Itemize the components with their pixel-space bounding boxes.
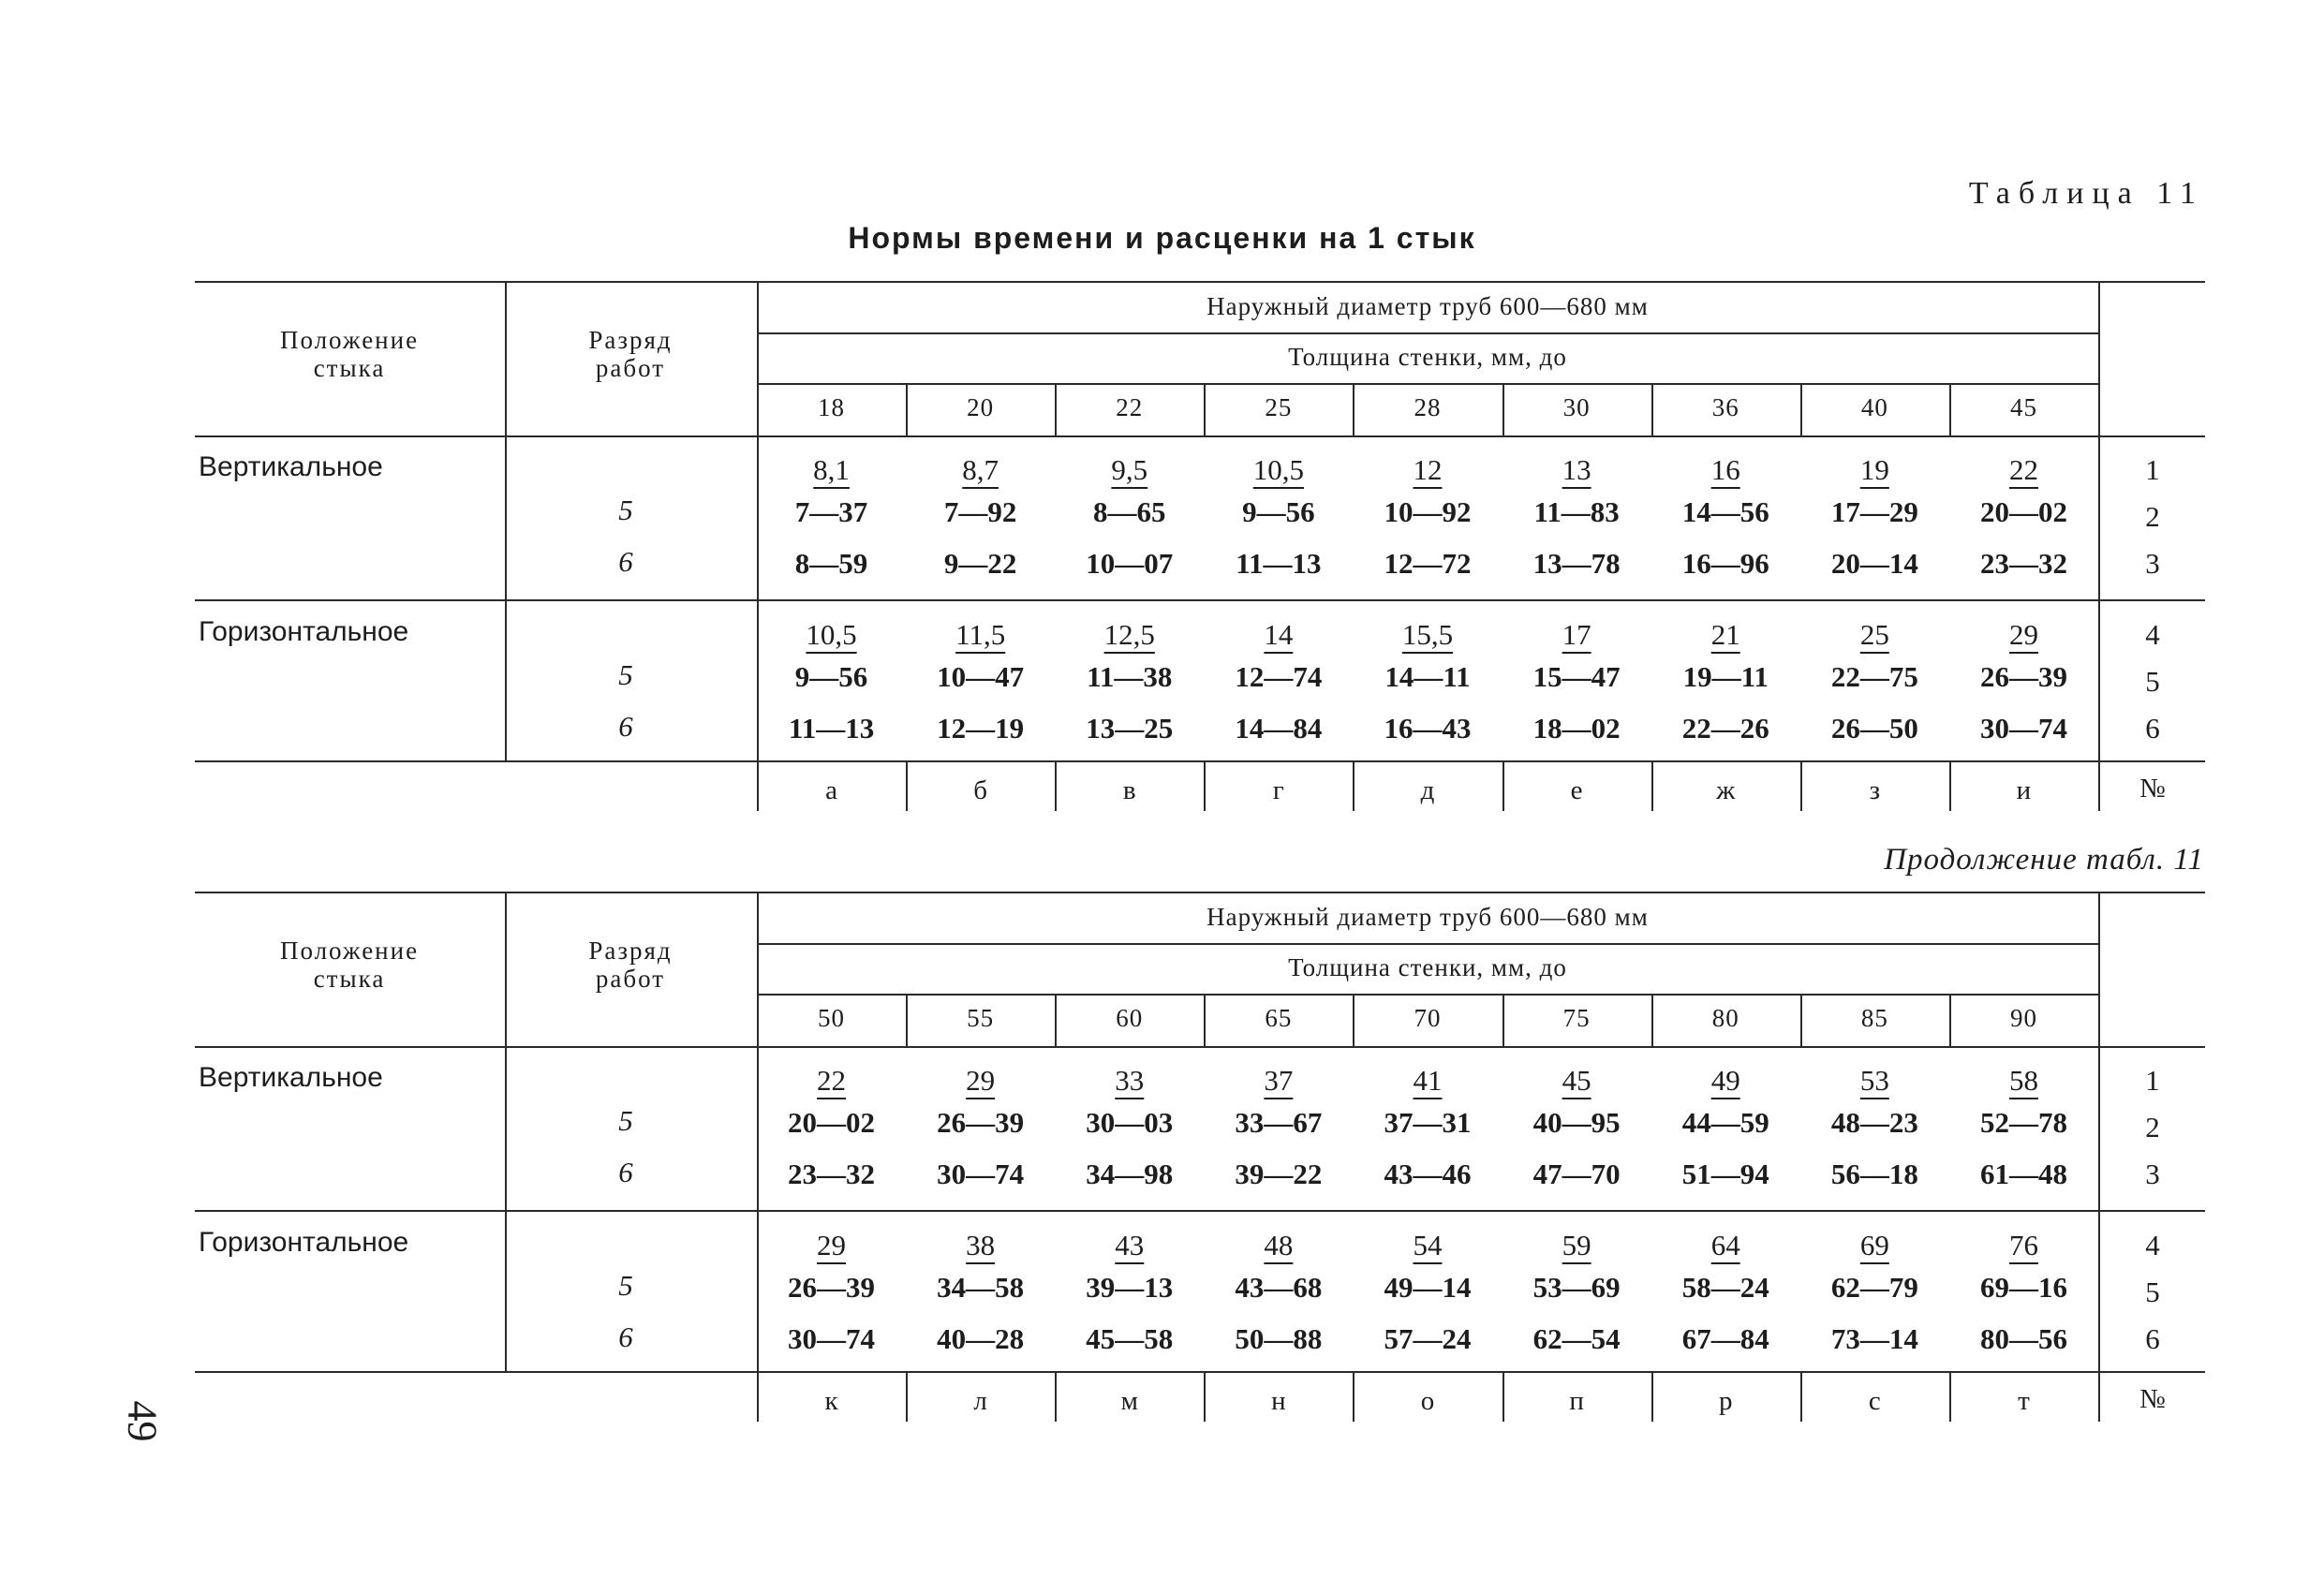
rate-grade-5: 26—39	[1979, 660, 2067, 693]
thickness-column-rule	[1204, 383, 1206, 435]
data-left-rule	[757, 281, 759, 811]
column-letter: т	[2018, 1386, 2030, 1416]
letter-column-rule	[1353, 1371, 1354, 1422]
rate-grade-6: 30—74	[788, 1322, 876, 1355]
rate-grade-5: 10—47	[937, 660, 1025, 693]
column-letter: о	[1420, 1386, 1435, 1416]
thickness-column-rule	[1204, 994, 1206, 1046]
row-number: 4	[2145, 1229, 2160, 1261]
time-norm-value: 8,1	[813, 453, 850, 486]
column-letter: и	[2016, 775, 2032, 805]
rate-grade-6: 13—78	[1532, 547, 1621, 580]
thickness-value: 22	[1116, 393, 1144, 421]
time-norm-value: 17	[1562, 618, 1591, 651]
position-header: Положение	[279, 326, 420, 354]
thickness-value: 40	[1860, 393, 1888, 421]
rate-grade-5: 15—47	[1532, 660, 1621, 693]
rate-grade-6: 50—88	[1235, 1322, 1323, 1355]
thickness-column-rule	[906, 383, 908, 435]
thickness-column-rule	[1651, 994, 1653, 1046]
diameter-header-rule	[757, 332, 2098, 334]
grade-header: работ	[595, 965, 666, 993]
rate-grade-6: 56—18	[1830, 1158, 1918, 1190]
rate-grade-5: 52—78	[1979, 1106, 2067, 1139]
time-norm-value: 21	[1710, 618, 1740, 651]
thickness-column-rule	[1055, 994, 1057, 1046]
rate-grade-6: 62—54	[1532, 1322, 1621, 1355]
rate-grade-5: 20—02	[788, 1106, 876, 1139]
thickness-value: 20	[967, 393, 995, 421]
rate-grade-5: 14—56	[1681, 495, 1769, 528]
letter-column-rule	[1800, 1371, 1802, 1422]
rate-grade-6: 30—74	[1979, 712, 2067, 745]
rate-grade-6: 18—02	[1532, 712, 1621, 745]
rate-grade-6: 11—13	[788, 712, 875, 745]
group-separator-rule	[195, 599, 2205, 601]
column-letter: ж	[1716, 775, 1736, 805]
time-norm-value: 53	[1859, 1064, 1889, 1097]
rate-grade-6: 57—24	[1384, 1322, 1472, 1355]
table-bottom-rule	[195, 1371, 2205, 1373]
rate-grade-5: 20—02	[1979, 495, 2067, 528]
grade-label: 6	[618, 1320, 633, 1353]
continuation-label: Продолжение табл. 11	[1884, 843, 2204, 877]
rate-grade-5: 9—56	[794, 660, 868, 693]
rate-grade-6: 16—96	[1681, 547, 1769, 580]
position-header: Положение	[279, 937, 420, 965]
number-sign: №	[2139, 774, 2166, 804]
rate-grade-5: 30—03	[1086, 1106, 1174, 1139]
grade-header: Разряд	[588, 326, 673, 354]
rate-grade-5: 19—11	[1682, 660, 1769, 693]
thickness-value: 90	[2009, 1004, 2037, 1032]
column-letter: б	[973, 775, 988, 805]
letter-column-rule	[1353, 760, 1354, 811]
rate-grade-6: 67—84	[1681, 1322, 1769, 1355]
rate-grade-5: 33—67	[1235, 1106, 1323, 1139]
rate-grade-5: 7—92	[943, 495, 1017, 528]
row-number: 4	[2145, 618, 2160, 651]
letter-column-rule	[1204, 1371, 1206, 1422]
row-number: 1	[2145, 453, 2160, 486]
row-number: 3	[2145, 1158, 2160, 1190]
time-norm-value: 10,5	[1252, 453, 1304, 486]
joint-position-label: Вертикальное	[199, 1062, 383, 1093]
column-letter: с	[1868, 1386, 1881, 1416]
diameter-header: Наружный диаметр труб 600—680 мм	[1206, 903, 1649, 931]
position-header: стыка	[313, 354, 386, 382]
time-norm-value: 11,5	[955, 618, 1006, 651]
data-right-rule	[2098, 281, 2100, 811]
diameter-header: Наружный диаметр труб 600—680 мм	[1206, 292, 1649, 320]
time-norm-value: 13	[1562, 453, 1591, 486]
grade-label: 6	[618, 545, 633, 578]
time-norm-value: 14	[1264, 618, 1294, 651]
rate-grade-5: 34—58	[937, 1271, 1025, 1304]
thickness-column-rule	[1353, 383, 1354, 435]
thickness-value: 75	[1562, 1004, 1591, 1032]
data-right-rule	[2098, 892, 2100, 1422]
time-norm-value: 45	[1562, 1064, 1591, 1097]
time-norm-value: 38	[966, 1229, 996, 1261]
time-norm-value: 12,5	[1103, 618, 1155, 651]
thickness-column-rule	[1353, 994, 1354, 1046]
thickness-value: 80	[1711, 1004, 1739, 1032]
header-bottom-rule	[195, 435, 2205, 437]
letter-column-rule	[1949, 760, 1951, 811]
letter-column-rule	[1651, 1371, 1653, 1422]
time-norm-value: 19	[1859, 453, 1889, 486]
rate-grade-6: 11—13	[1236, 547, 1322, 580]
time-norm-value: 43	[1115, 1229, 1145, 1261]
rate-grade-6: 45—58	[1086, 1322, 1174, 1355]
column-letter: д	[1420, 775, 1435, 805]
time-norm-value: 10,5	[806, 618, 857, 651]
thickness-value: 25	[1265, 393, 1293, 421]
rate-grade-5: 26—39	[788, 1271, 876, 1304]
thickness-column-rule	[1055, 383, 1057, 435]
time-norm-value: 29	[2008, 618, 2038, 651]
row-number: 5	[2145, 1276, 2160, 1308]
rate-grade-5: 69—16	[1979, 1271, 2067, 1304]
row-number: 1	[2145, 1064, 2160, 1097]
column-letter: г	[1272, 775, 1284, 805]
time-norm-value: 22	[817, 1064, 847, 1097]
rate-grade-6: 47—70	[1532, 1158, 1621, 1190]
rate-grade-6: 12—19	[937, 712, 1025, 745]
column-letter: з	[1869, 775, 1881, 805]
group-separator-rule	[195, 1210, 2205, 1212]
data-left-rule	[757, 892, 759, 1422]
letter-column-rule	[906, 1371, 908, 1422]
rate-grade-6: 39—22	[1235, 1158, 1323, 1190]
column-letter: н	[1271, 1386, 1286, 1416]
rate-grade-6: 80—56	[1979, 1322, 2067, 1355]
rate-grade-5: 22—75	[1830, 660, 1918, 693]
table-title: Нормы времени и расценки на 1 стык	[848, 221, 1476, 255]
row-number: 2	[2145, 500, 2160, 533]
thickness-header: Толщина стенки, мм, до	[1288, 343, 1567, 371]
letter-column-rule	[1502, 760, 1504, 811]
time-norm-value: 8,7	[962, 453, 999, 486]
thickness-value: 50	[818, 1004, 846, 1032]
column-letter: к	[824, 1386, 838, 1416]
rate-grade-6: 22—26	[1681, 712, 1769, 745]
joint-position-label: Горизонтальное	[199, 1227, 409, 1258]
time-norm-value: 58	[2008, 1064, 2038, 1097]
rate-grade-5: 37—31	[1384, 1106, 1472, 1139]
rate-grade-6: 8—59	[794, 547, 868, 580]
time-norm-value: 49	[1710, 1064, 1740, 1097]
time-norm-value: 64	[1710, 1229, 1740, 1261]
thickness-column-rule	[1800, 994, 1802, 1046]
rate-grade-5: 8—65	[1093, 495, 1166, 528]
row-number: 6	[2145, 712, 2160, 745]
column-letter: п	[1569, 1386, 1584, 1416]
rate-grade-5: 17—29	[1830, 495, 1918, 528]
time-norm-value: 76	[2008, 1229, 2038, 1261]
rate-grade-6: 23—32	[788, 1158, 876, 1190]
thickness-value: 36	[1711, 393, 1739, 421]
rate-grade-5: 49—14	[1384, 1271, 1472, 1304]
letter-column-rule	[1055, 1371, 1057, 1422]
letter-column-rule	[1502, 1371, 1504, 1422]
rate-grade-6: 61—48	[1979, 1158, 2067, 1190]
column-letter: а	[825, 775, 837, 805]
rate-grade-5: 39—13	[1086, 1271, 1174, 1304]
time-norm-value: 33	[1115, 1064, 1145, 1097]
thickness-value: 60	[1116, 1004, 1144, 1032]
column-letter: л	[973, 1386, 987, 1416]
thickness-header: Толщина стенки, мм, до	[1288, 953, 1567, 981]
time-norm-value: 37	[1264, 1064, 1294, 1097]
thickness-value: 18	[818, 393, 846, 421]
rate-grade-6: 73—14	[1830, 1322, 1918, 1355]
grade-label: 5	[618, 658, 633, 691]
thickness-column-rule	[1949, 383, 1951, 435]
position-column-rule	[505, 281, 507, 760]
joint-position-label: Горизонтальное	[199, 616, 409, 647]
rate-grade-5: 10—92	[1384, 495, 1472, 528]
rate-grade-6: 12—72	[1384, 547, 1472, 580]
time-norm-value: 59	[1562, 1229, 1591, 1261]
rate-grade-5: 12—74	[1235, 660, 1323, 693]
letter-column-rule	[1949, 1371, 1951, 1422]
diameter-header-rule	[757, 943, 2098, 945]
rate-grade-6: 40—28	[937, 1322, 1025, 1355]
letter-column-rule	[1055, 760, 1057, 811]
rate-grade-6: 20—14	[1830, 547, 1918, 580]
thickness-value: 45	[2009, 393, 2037, 421]
thickness-column-rule	[1502, 383, 1504, 435]
thickness-value: 65	[1265, 1004, 1293, 1032]
rate-grade-6: 14—84	[1235, 712, 1323, 745]
rate-grade-6: 26—50	[1830, 712, 1918, 745]
time-norm-value: 69	[1859, 1229, 1889, 1261]
row-number: 5	[2145, 665, 2160, 698]
rate-grade-5: 14—11	[1384, 660, 1471, 693]
grade-label: 6	[618, 710, 633, 743]
table-top-rule	[195, 892, 2205, 893]
rate-grade-5: 58—24	[1681, 1271, 1769, 1304]
time-norm-value: 41	[1413, 1064, 1443, 1097]
norms-table-part-2	[195, 892, 2205, 1425]
grade-header: Разряд	[588, 937, 673, 965]
grade-label: 6	[618, 1156, 633, 1188]
thickness-column-rule	[1651, 383, 1653, 435]
column-letter: р	[1718, 1386, 1733, 1416]
rate-grade-6: 10—07	[1086, 547, 1174, 580]
rate-grade-6: 34—98	[1086, 1158, 1174, 1190]
time-norm-value: 16	[1710, 453, 1740, 486]
position-column-rule	[505, 892, 507, 1371]
position-header: стыка	[313, 965, 386, 993]
thickness-value: 30	[1562, 393, 1591, 421]
rate-grade-6: 9—22	[943, 547, 1017, 580]
rate-grade-5: 43—68	[1235, 1271, 1323, 1304]
table-bottom-rule	[195, 760, 2205, 762]
rate-grade-5: 7—37	[794, 495, 868, 528]
thickness-value: 70	[1414, 1004, 1442, 1032]
rate-grade-5: 62—79	[1830, 1271, 1918, 1304]
grade-label: 5	[618, 1104, 633, 1137]
rate-grade-5: 53—69	[1532, 1271, 1621, 1304]
number-sign: №	[2139, 1384, 2166, 1414]
thickness-value: 55	[967, 1004, 995, 1032]
joint-position-label: Вертикальное	[199, 451, 383, 482]
time-norm-value: 9,5	[1111, 453, 1148, 486]
time-norm-value: 29	[817, 1229, 847, 1261]
thickness-value: 28	[1414, 393, 1442, 421]
rate-grade-5: 40—95	[1532, 1106, 1621, 1139]
table-number-label: Таблица 11	[1968, 176, 2204, 211]
time-norm-value: 12	[1413, 453, 1443, 486]
rate-grade-6: 43—46	[1384, 1158, 1472, 1190]
grade-label: 5	[618, 494, 633, 526]
time-norm-value: 48	[1264, 1229, 1294, 1261]
column-letter: в	[1122, 775, 1136, 805]
row-number: 2	[2145, 1111, 2160, 1143]
header-bottom-rule	[195, 1046, 2205, 1048]
grade-label: 5	[618, 1269, 633, 1302]
rate-grade-6: 51—94	[1681, 1158, 1769, 1190]
letter-column-rule	[906, 760, 908, 811]
time-norm-value: 25	[1859, 618, 1889, 651]
thickness-column-rule	[1949, 994, 1951, 1046]
column-letter: е	[1570, 775, 1583, 805]
column-letter: м	[1120, 1386, 1138, 1416]
thickness-column-rule	[906, 994, 908, 1046]
time-norm-value: 29	[966, 1064, 996, 1097]
norms-table-part-1	[195, 281, 2205, 815]
time-norm-value: 54	[1413, 1229, 1443, 1261]
time-norm-value: 15,5	[1401, 618, 1454, 651]
thickness-column-rule	[1800, 383, 1802, 435]
page-number: 49	[119, 1400, 166, 1442]
rate-grade-5: 48—23	[1830, 1106, 1918, 1139]
table-top-rule	[195, 281, 2205, 283]
grade-header: работ	[595, 354, 666, 382]
rate-grade-5: 11—38	[1087, 660, 1173, 693]
rate-grade-5: 26—39	[937, 1106, 1025, 1139]
row-number: 6	[2145, 1322, 2160, 1355]
rate-grade-5: 9—56	[1242, 495, 1315, 528]
letter-column-rule	[1651, 760, 1653, 811]
thickness-header-rule	[757, 994, 2098, 996]
rate-grade-5: 11—83	[1533, 495, 1620, 528]
thickness-value: 85	[1860, 1004, 1888, 1032]
rate-grade-5: 44—59	[1681, 1106, 1769, 1139]
rate-grade-6: 13—25	[1086, 712, 1174, 745]
rate-grade-6: 23—32	[1979, 547, 2067, 580]
letter-column-rule	[1204, 760, 1206, 811]
thickness-header-rule	[757, 383, 2098, 385]
rate-grade-6: 30—74	[937, 1158, 1025, 1190]
thickness-column-rule	[1502, 994, 1504, 1046]
letter-column-rule	[1800, 760, 1802, 811]
rate-grade-6: 16—43	[1384, 712, 1472, 745]
time-norm-value: 22	[2008, 453, 2038, 486]
row-number: 3	[2145, 547, 2160, 580]
